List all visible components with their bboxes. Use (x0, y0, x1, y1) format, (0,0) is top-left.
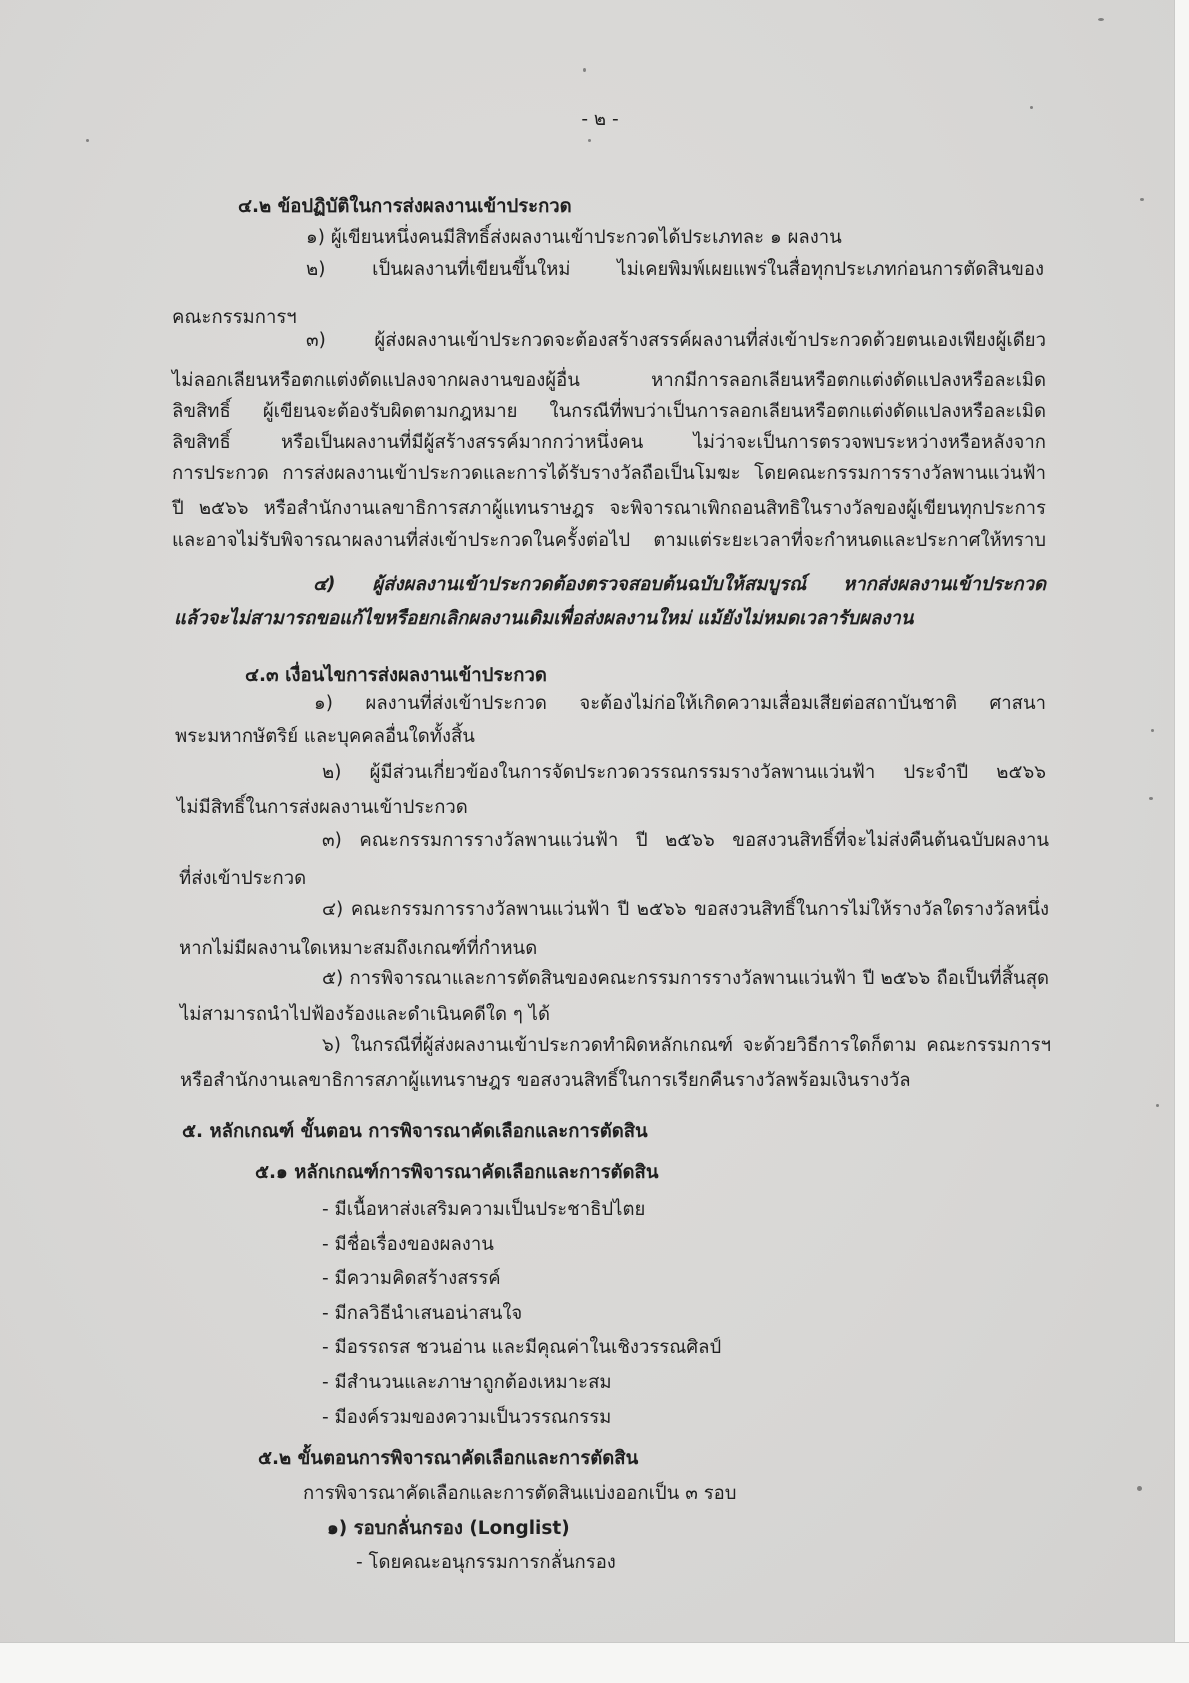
list-item-line: ๓) คณะกรรมการรางวัลพานแว่นฟ้า ปี ๒๕๖๖ ขอสงวนสิทธิ์ที่จะไม่ส่งคืนต้นฉบับผลงาน (322, 830, 1049, 851)
list-item-line: ปี ๒๕๖๖ หรือสำนักงานเลขาธิการสภาผู้แทนราษฎร จะพิจารณาเพิกถอนสิทธิในรางวัลของผู้เขียนทุกประการ (172, 498, 1046, 519)
list-item-line: ๔) คณะกรรมการรางวัลพานแว่นฟ้า ปี ๒๕๖๖ ขอสงวนสิทธิ์ในการไม่ให้รางวัลใดรางวัลหนึ่ง (322, 899, 1049, 920)
scan-margin-bottom (0, 1642, 1189, 1683)
list-item-line: หากไม่มีผลงานใดเหมาะสมถึงเกณฑ์ที่กำหนด (179, 938, 538, 959)
subsection-intro: การพิจารณาคัดเลือกและการตัดสินแบ่งออกเป็น ๓ รอบ (303, 1483, 737, 1504)
criteria-item: - มีองค์รวมของความเป็นวรรณกรรม (322, 1407, 612, 1428)
list-item-line: และอาจไม่รับพิจารณาผลงานที่ส่งเข้าประกวดในครั้งต่อไป ตามแต่ระยะเวลาที่จะกำหนดและประกาศให้ทราบ (172, 530, 1046, 551)
criteria-item: - มีเนื้อหาส่งเสริมความเป็นประชาธิปไตย (322, 1199, 646, 1220)
page-number: - ๒ - (581, 109, 619, 130)
list-item-line-emphasis: ๔) ผู้ส่งผลงานเข้าประกวดต้องตรวจสอบต้นฉบับให้สมบูรณ์ หากส่งผลงานเข้าประกวด (313, 574, 1046, 595)
list-item-line: คณะกรรมการฯ (172, 307, 297, 328)
list-item-line: ลิขสิทธิ์ หรือเป็นผลงานที่มีผู้สร้างสรรค์มากกว่าหนึ่งคน ไม่ว่าจะเป็นการตรวจพบระหว่างหรือหลังจาก (172, 432, 1046, 453)
list-item-line-emphasis: แล้วจะไม่สามารถขอแก้ไขหรือยกเลิกผลงานเดิมเพื่อส่งผลงานใหม่ แม้ยังไม่หมดเวลารับผลงาน (174, 608, 914, 629)
round-detail: - โดยคณะอนุกรรมการกลั่นกรอง (356, 1552, 616, 1573)
section-heading: ๕. หลักเกณฑ์ ขั้นตอน การพิจารณาคัดเลือกและการตัดสิน (182, 1121, 648, 1142)
list-item-line: ๖) ในกรณีที่ผู้ส่งผลงานเข้าประกวดทำผิดหลักเกณฑ์ จะด้วยวิธีการใดก็ตาม คณะกรรมการฯ (322, 1035, 1051, 1056)
scan-speck (1151, 729, 1154, 732)
scan-speck (1137, 1486, 1142, 1491)
list-item-line: ไม่ลอกเลียนหรือตกแต่งดัดแปลงจากผลงานของผู้อื่น หากมีการลอกเลียนหรือตกแต่งดัดแปลงหรือละเมิด (172, 370, 1046, 391)
criteria-item: - มีอรรถรส ชวนอ่าน และมีคุณค่าในเชิงวรรณศิลป์ (322, 1337, 722, 1358)
scan-speck (588, 139, 591, 142)
list-item-line: พระมหากษัตริย์ และบุคคลอื่นใดทั้งสิ้น (175, 726, 475, 747)
list-item-line: ๓) ผู้ส่งผลงานเข้าประกวดจะต้องสร้างสรรค์ผลงานที่ส่งเข้าประกวดด้วยตนเองเพียงผู้เดียว (306, 330, 1046, 351)
list-item-line: ไม่สามารถนำไปฟ้องร้องและดำเนินคดีใด ๆ ได้ (180, 1004, 550, 1025)
scan-speck (1149, 797, 1153, 800)
list-item-line: ๕) การพิจารณาและการตัดสินของคณะกรรมการรางวัลพานแว่นฟ้า ปี ๒๕๖๖ ถือเป็นที่สิ้นสุด (322, 968, 1049, 989)
list-item-line: ๒) เป็นผลงานที่เขียนขึ้นใหม่ ไม่เคยพิมพ์เผยแพร่ในสื่อทุกประเภทก่อนการตัดสินของ (306, 259, 1044, 280)
scan-speck (1030, 106, 1033, 109)
criteria-item: - มีสำนวนและภาษาถูกต้องเหมาะสม (322, 1372, 612, 1393)
list-item-line: ไม่มีสิทธิ์ในการส่งผลงานเข้าประกวด (177, 797, 468, 818)
scan-speck (583, 68, 586, 72)
list-item-line: ๑) ผลงานที่ส่งเข้าประกวด จะต้องไม่ก่อให้เกิดความเสื่อมเสียต่อสถาบันชาติ ศาสนา (314, 693, 1046, 714)
criteria-item: - มีความคิดสร้างสรรค์ (322, 1268, 501, 1289)
subsection-heading: ๕.๒ ขั้นตอนการพิจารณาคัดเลือกและการตัดสิน (258, 1448, 639, 1469)
scan-speck (1140, 198, 1144, 201)
scan-speck (1156, 1104, 1159, 1107)
round-title: ๑) รอบกลั่นกรอง (Longlist) (327, 1518, 570, 1539)
list-item-line: หรือสำนักงานเลขาธิการสภาผู้แทนราษฎร ขอสงวนสิทธิ์ในการเรียกคืนรางวัลพร้อมเงินรางวัล (180, 1070, 911, 1091)
list-item-line: ๒) ผู้มีส่วนเกี่ยวข้องในการจัดประกวดวรรณกรรมรางวัลพานแว่นฟ้า ประจำปี ๒๕๖๖ (322, 762, 1046, 783)
list-item-line: ลิขสิทธิ์ ผู้เขียนจะต้องรับผิดตามกฎหมาย ในกรณีที่พบว่าเป็นการลอกเลียนหรือตกแต่งดัดแปลงหรือละเมิด (172, 401, 1046, 422)
scan-speck (86, 139, 89, 142)
list-item-line: ๑) ผู้เขียนหนึ่งคนมีสิทธิ์ส่งผลงานเข้าประกวดได้ประเภทละ ๑ ผลงาน (306, 227, 842, 248)
criteria-item: - มีชื่อเรื่องของผลงาน (322, 1234, 494, 1255)
scan-margin-right (1174, 0, 1189, 1683)
scan-speck (1098, 18, 1104, 21)
list-item-line: การประกวด การส่งผลงานเข้าประกวดและการได้รับรางวัลถือเป็นโมฆะ โดยคณะกรรมการรางวัลพานแว่นฟ้า (172, 463, 1046, 484)
section-heading: ๔.๒ ข้อปฏิบัติในการส่งผลงานเข้าประกวด (238, 196, 572, 217)
subsection-heading: ๕.๑ หลักเกณฑ์การพิจารณาคัดเลือกและการตัดสิน (255, 1162, 659, 1183)
section-heading: ๔.๓ เงื่อนไขการส่งผลงานเข้าประกวด (245, 665, 547, 686)
criteria-item: - มีกลวิธีนำเสนอน่าสนใจ (322, 1303, 523, 1324)
list-item-line: ที่ส่งเข้าประกวด (179, 868, 307, 889)
